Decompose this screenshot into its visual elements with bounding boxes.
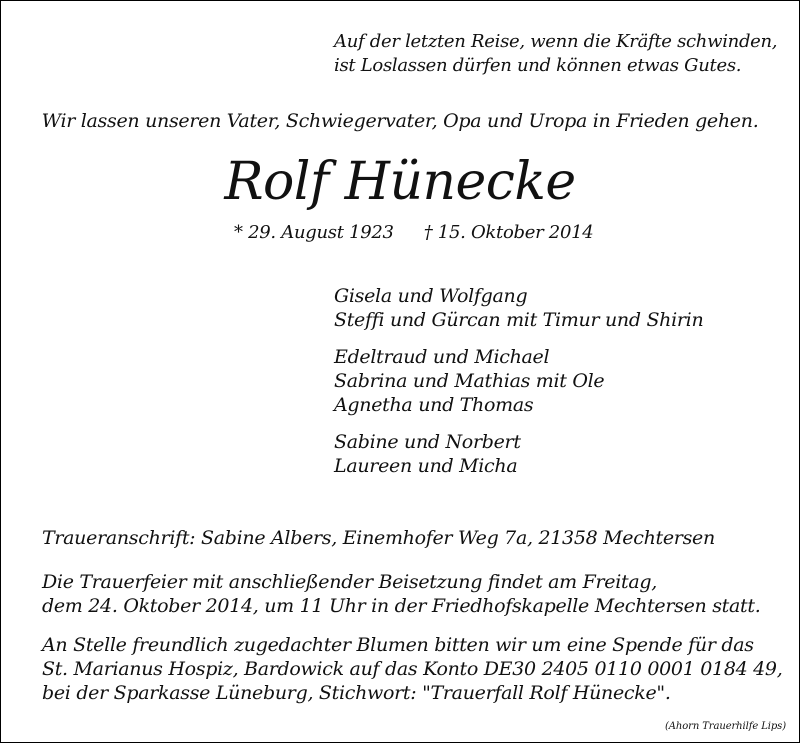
mourner-group [334,284,703,332]
mourning-address: Traueranschrift: Sabine Albers, Einemhofer Weg 7a, 21358 Mechtersen [42,527,715,549]
mourner-line: Sabrina und Mathias mit Ole [334,370,605,392]
donation-line: bei der Sparkasse Lüneburg, Stichwort: "Trauerfall Rolf Hünecke". [42,682,671,704]
mourner-line: Laureen und Micha [334,455,518,477]
mourner-group [334,430,703,478]
funeral-line: Die Trauerfeier mit anschließender Beisetzung findet am Freitag, [42,571,657,593]
donation-line: St. Marianus Hospiz, Bardowick auf das Konto DE30 2405 0110 0001 0184 49, [42,658,783,680]
mourner-line: Gisela und Wolfgang [334,285,528,307]
mourner-line: Edeltraud und Michael [334,346,550,368]
motto-line: ist Loslassen dürfen und können etwas Gutes. [334,55,742,76]
mourners-list [334,284,703,491]
mourner-line: Agnetha und Thomas [334,394,534,416]
intro-text: Wir lassen unseren Vater, Schwiegervater, Opa und Uropa in Frieden gehen. [41,110,759,132]
life-dates [234,222,593,243]
motto-line: Auf der letzten Reise, wenn die Kräfte schwinden, [334,31,778,52]
mourner-group [334,345,703,417]
mourner-line: Sabine und Norbert [334,431,521,453]
undertaker-credit: (Ahorn Trauerhilfe Lips) [664,721,786,732]
birth-date: * 29. August 1923 [234,222,394,243]
donation-info [42,633,782,705]
death-date: † 15. Oktober 2014 [423,222,594,243]
deceased-name: Rolf Hünecke [224,152,576,212]
donation-line: An Stelle freundlich zugedachter Blumen bitten wir um eine Spende für das [42,634,754,656]
motto-verse [334,30,777,78]
funeral-info [42,570,760,618]
funeral-line: dem 24. Oktober 2014, um 11 Uhr in der Friedhofskapelle Mechtersen statt. [42,595,761,617]
mourner-line: Steffi und Gürcan mit Timur und Shirin [334,309,704,331]
